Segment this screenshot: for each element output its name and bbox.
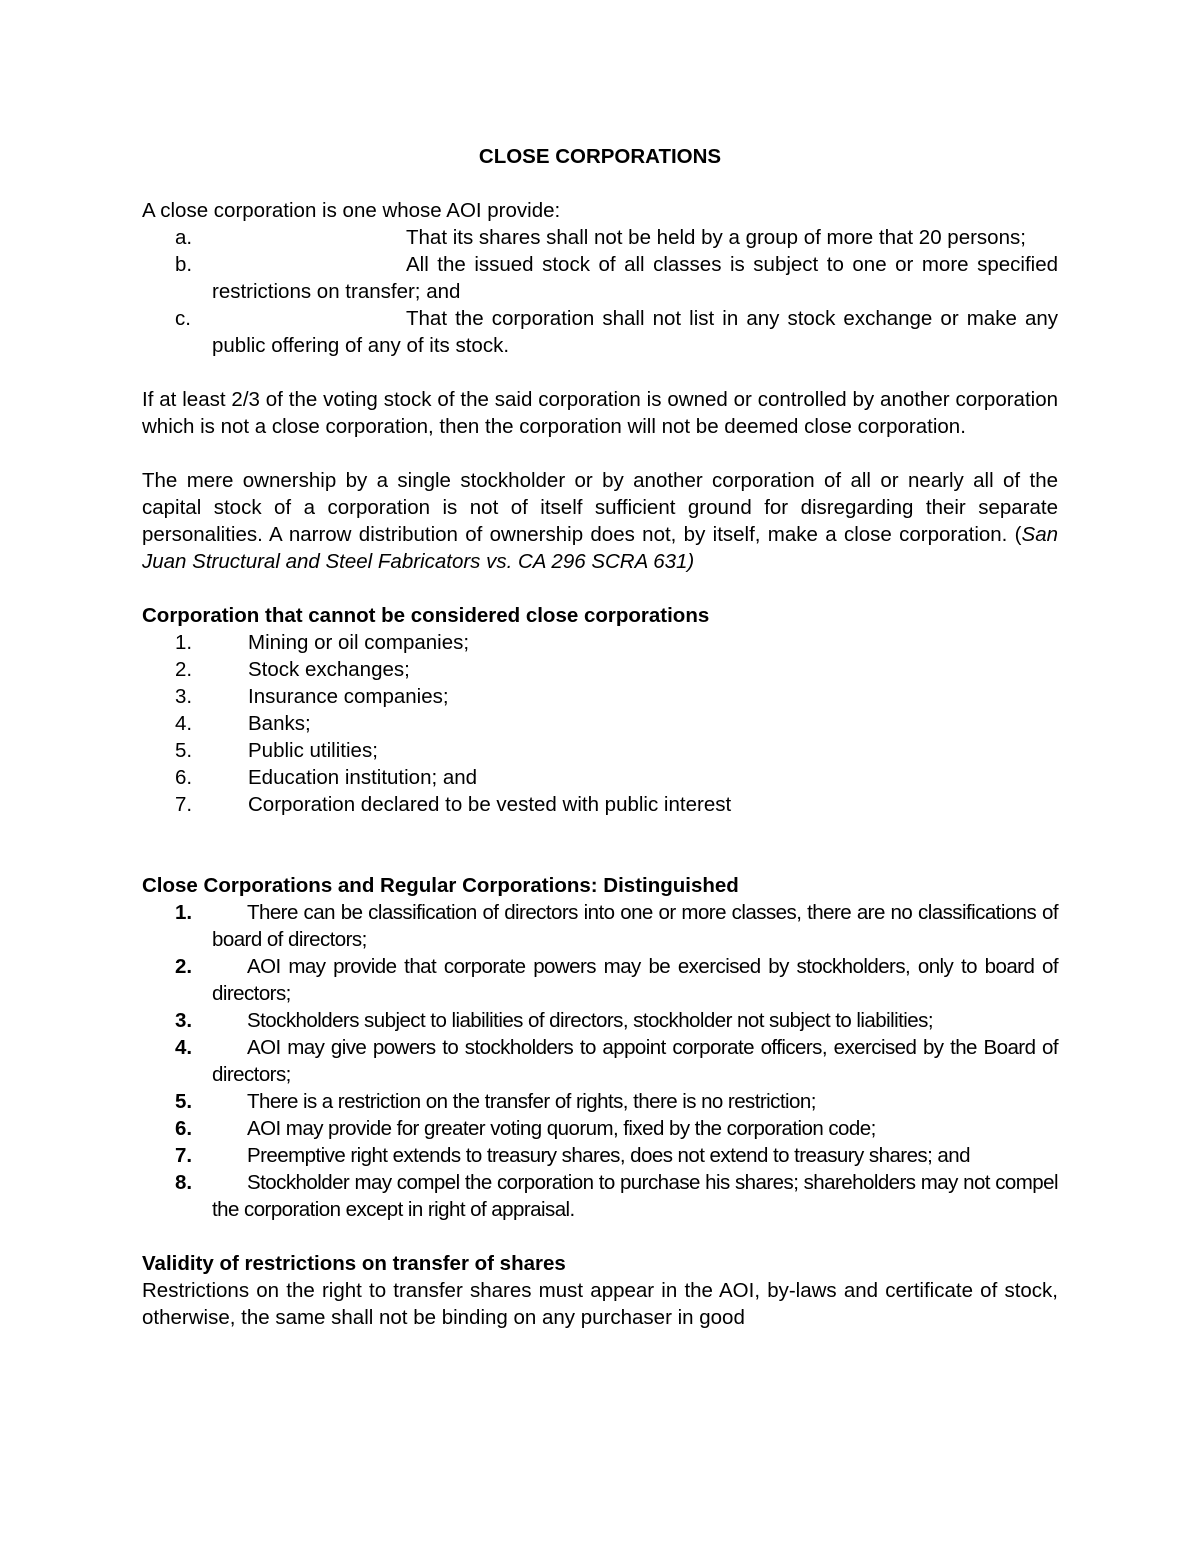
list-item-text: Stockholder may compel the corporation to purchase his shares; shareholders may not compel the corporation except in right of appraisal. — [212, 1171, 1058, 1221]
list-marker: 5. — [175, 1090, 193, 1113]
list-item — [142, 953, 1058, 1007]
list-marker: 5. — [175, 739, 193, 762]
list-item-text: Education institution; and — [248, 766, 478, 789]
paragraph-voting-stock: If at least 2/3 of the voting stock of the said corporation is owned or controlled by another corporation which is not a close corporation, then the corporation will not be deemed close corporation. — [142, 388, 1058, 438]
list-item — [142, 710, 1058, 737]
list-item-text: Insurance companies; — [248, 685, 449, 708]
list-item — [142, 656, 1058, 683]
paragraph-ownership-text: The mere ownership by a single stockholder or by another corporation of all or nearly all of the capital stock of a corporation is not of itself sufficient ground for disregarding their separate personalities. A narrow distribution of ownership does not, by itself, make a close corporation. ( — [142, 469, 1058, 546]
list-item — [142, 224, 1058, 251]
case-citation: San Juan Structural and Steel Fabricators vs. CA 296 SCRA 631) — [142, 523, 1058, 573]
list-marker: 7. — [175, 793, 193, 816]
list-marker: 3. — [175, 1009, 193, 1032]
document-title: CLOSE CORPORATIONS — [478, 145, 722, 168]
list-item — [142, 899, 1058, 953]
list-marker: a. — [175, 226, 193, 249]
list-item-text: Stockholders subject to liabilities of directors, stockholder not subject to liabilities; — [247, 1009, 933, 1032]
list-item — [142, 737, 1058, 764]
list-item — [142, 629, 1058, 656]
list-item — [142, 1007, 1058, 1034]
list-item — [142, 1034, 1058, 1088]
list-item-text: Public utilities; — [248, 739, 378, 762]
list-item — [142, 1142, 1058, 1169]
list-item — [142, 764, 1058, 791]
list-item-text: Stock exchanges; — [248, 658, 410, 681]
list-item-text: Mining or oil companies; — [248, 631, 470, 654]
list-item-text: Banks; — [248, 712, 311, 735]
list-item — [142, 1088, 1058, 1115]
list-item — [142, 251, 1058, 305]
list-item — [142, 791, 1058, 818]
section-heading-distinguished: Close Corporations and Regular Corporations: Distinguished — [142, 874, 739, 897]
list-marker: 4. — [175, 1036, 193, 1059]
list-item-text: Preemptive right extends to treasury shares, does not extend to treasury shares; and — [247, 1144, 970, 1167]
list-marker: b. — [175, 253, 193, 276]
intro-text: A close corporation is one whose AOI provide: — [142, 199, 561, 222]
list-item — [142, 1115, 1058, 1142]
list-item-text: There is a restriction on the transfer of rights, there is no restriction; — [247, 1090, 816, 1113]
list-item — [142, 305, 1058, 359]
excluded-corporations-list — [142, 629, 1058, 818]
paragraph-restrictions: Restrictions on the right to transfer shares must appear in the AOI, by-laws and certificate of stock, otherwise, the same shall not be binding on any purchaser in good — [142, 1279, 1058, 1329]
list-item-text: AOI may provide for greater voting quorum, fixed by the corporation code; — [247, 1117, 876, 1140]
list-item-text: There can be classification of directors into one or more classes, there are no classifications of board of directors; — [212, 901, 1058, 951]
list-item-text: AOI may provide that corporate powers may be exercised by stockholders, only to board of directors; — [212, 955, 1058, 1005]
requirements-list — [142, 224, 1058, 359]
list-item-text: Corporation declared to be vested with public interest — [248, 793, 732, 816]
section-heading-excluded: Corporation that cannot be considered close corporations — [142, 604, 710, 627]
list-item-text: All the issued stock of all classes is subject to one or more specified restrictions on transfer; and — [212, 253, 1058, 303]
list-marker: 8. — [175, 1171, 193, 1194]
list-item-text: That its shares shall not be held by a group of more that 20 persons; — [406, 226, 1026, 249]
distinctions-list — [142, 899, 1058, 1223]
document-page — [142, 143, 1058, 1331]
list-marker: 1. — [175, 901, 193, 924]
list-marker: 6. — [175, 1117, 193, 1140]
list-marker: 4. — [175, 712, 193, 735]
list-item — [142, 683, 1058, 710]
list-marker: 7. — [175, 1144, 193, 1167]
list-marker: 2. — [175, 955, 193, 978]
list-item — [142, 1169, 1058, 1223]
list-item-text: AOI may give powers to stockholders to appoint corporate officers, exercised by the Board of directors; — [212, 1036, 1058, 1086]
list-marker: 2. — [175, 658, 193, 681]
section-heading-validity: Validity of restrictions on transfer of shares — [142, 1252, 566, 1275]
list-marker: 1. — [175, 631, 193, 654]
list-marker: c. — [175, 307, 191, 330]
list-marker: 3. — [175, 685, 193, 708]
list-item-text: That the corporation shall not list in any stock exchange or make any public offering of any of its stock. — [212, 307, 1058, 357]
list-marker: 6. — [175, 766, 193, 789]
paragraph-ownership — [142, 467, 1058, 575]
